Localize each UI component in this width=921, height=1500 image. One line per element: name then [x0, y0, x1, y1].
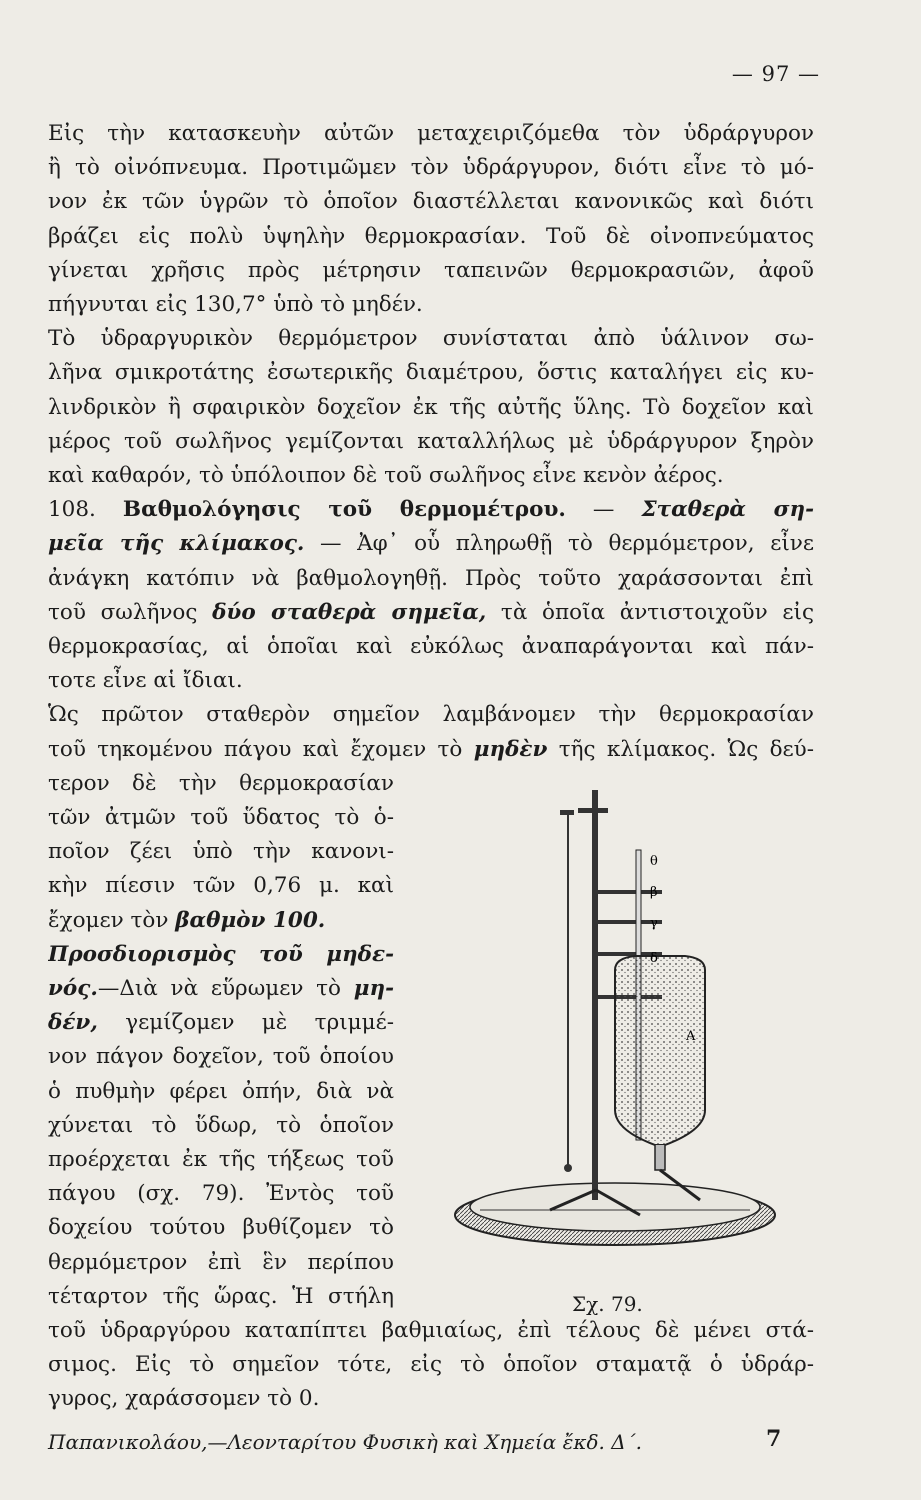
text-line	[48, 664, 814, 698]
text-line	[48, 1280, 394, 1314]
text-segment: τῶν ἀτμῶν τοῦ ὕδατος τὸ ὁ-	[48, 805, 394, 830]
emphasized-text: Σταθερὰ ση-	[641, 497, 814, 523]
text-line	[48, 1211, 394, 1245]
label-beta: β	[650, 885, 658, 900]
text-line	[48, 322, 814, 356]
text-segment: σιμος. Εἰς τὸ σημεῖον τότε, εἰς τὸ ὁποῖον σταματᾷ ὁ ὑδράρ-	[48, 1352, 814, 1378]
text-segment: τοτε εἶνε αἱ ἴδιαι.	[48, 668, 243, 694]
text-line	[48, 698, 814, 732]
text-segment: κὴν πίεσιν τῶν 0,76 μ. καὶ	[48, 873, 394, 899]
page-number: — 97 —	[731, 62, 820, 86]
text-segment: θερμοκρασίας, αἱ ὁποῖαι καὶ εὐκόλως ἀναπαράγονται καὶ πάν-	[48, 634, 814, 659]
emphasized-text: μεῖα τῆς κλίμακος.	[48, 531, 305, 557]
text-line	[48, 493, 814, 527]
text-segment: γεμίζομεν μὲ τριμμέ-	[97, 1010, 394, 1036]
emphasized-text: Προσδιορισμὸς τοῦ μηδε-	[48, 941, 394, 967]
text-line	[48, 1040, 394, 1074]
text-line	[48, 220, 814, 254]
text-segment: —	[565, 497, 642, 523]
text-line	[48, 733, 814, 767]
text-segment: λινδρικὸν ἢ σφαιρικὸν δοχεῖον ἐκ τῆς αὐτῆς ὕλης. Τὸ δοχεῖον καὶ	[48, 394, 814, 420]
text-segment: νον πάγον δοχεῖον, τοῦ ὁποίου	[48, 1044, 394, 1070]
text-segment: προέρχεται ἐκ τῆς τήξεως τοῦ	[48, 1147, 394, 1172]
text-line	[48, 1006, 394, 1040]
text-line	[48, 1246, 394, 1280]
figure-caption: Σχ. 79.	[572, 1292, 643, 1316]
text-segment: Τὸ ὑδραργυρικὸν θερμόμετρον συνίσταται ἀπὸ ὑάλινον σω-	[48, 326, 814, 352]
text-line	[48, 1382, 814, 1416]
text-segment: γυρος, χαράσσομεν τὸ 0.	[48, 1386, 320, 1412]
emphasized-text: νός.	[48, 976, 98, 1001]
text-segment: πάγου (σχ. 79). Ἐντὸς τοῦ	[48, 1181, 394, 1207]
text-line	[48, 630, 814, 664]
text-line	[48, 459, 814, 493]
text-segment: τοῦ τηκομένου πάγου καὶ ἔχομεν τὸ	[48, 736, 474, 762]
text-line	[48, 1348, 814, 1382]
text-segment: — Ἀφ᾿ οὗ πληρωθῇ τὸ θερμόμετρον, εἶνε	[304, 531, 814, 557]
footer-citation: Παπανικολάου,—Λεονταρίτου Φυσικὴ καὶ Χημεία ἔκδ. Δ΄.	[48, 1430, 643, 1454]
text-line	[48, 1177, 394, 1211]
text-segment: τοῦ ὑδραργύρου καταπίπτει βαθμιαίως, ἐπὶ τέλους δὲ μένει στά-	[48, 1318, 814, 1343]
text-line	[48, 288, 814, 322]
text-segment: τοῦ σωλῆνος	[48, 599, 213, 625]
text-segment: βράζει εἰς πολὺ ὑψηλὴν θερμοκρασίαν. Τοῦ δὲ οἰνοπνεύματος	[48, 223, 814, 249]
text-line	[48, 356, 814, 390]
text-segment: ἢ τὸ οἰνόπνευμα. Προτιμῶμεν τὸν ὑδράργυρον, διότι εἶνε τὸ μό-	[48, 155, 814, 181]
text-line	[48, 1314, 814, 1348]
emphasized-text: Βαθμολόγησις τοῦ θερμομέτρου.	[122, 497, 566, 523]
label-theta: θ	[650, 854, 658, 869]
text-line	[48, 904, 394, 938]
emphasized-text: μη-	[353, 976, 394, 1001]
text-line	[48, 391, 814, 425]
text-line	[48, 1109, 394, 1143]
text-segment: ἔχομεν τὸν	[48, 907, 176, 933]
text-segment: ὁ πυθμὴν φέρει ὀπήν, διὰ νὰ	[48, 1078, 394, 1104]
text-line	[48, 767, 394, 801]
label-alpha: Α	[686, 1029, 696, 1044]
text-segment: πήγνυται εἰς 130,7° ὑπὸ τὸ μηδέν.	[48, 292, 423, 317]
text-line	[48, 801, 394, 835]
ice-vessel	[615, 956, 705, 1145]
text-line	[48, 527, 814, 561]
text-line	[48, 254, 814, 288]
text-line	[48, 596, 814, 630]
text-line	[48, 117, 814, 151]
thermometer-apparatus-illustration	[440, 770, 780, 1260]
text-segment: νον ἐκ τῶν ὑγρῶν τὸ ὁποῖον διαστέλλεται κανονικῶς καὶ διότι	[48, 189, 814, 215]
text-line	[48, 869, 394, 903]
text-segment: Ὡς πρῶτον σταθερὸν σημεῖον λαμβάνομεν τὴν θερμοκρασίαν	[48, 702, 814, 728]
text-segment: μέρος τοῦ σωλῆνος γεμίζονται καταλλήλως μὲ ὑδράργυρον ξηρὸν	[48, 428, 814, 454]
text-segment: Εἰς τὴν κατασκευὴν αὐτῶν μεταχειριζόμεθα τὸν ὑδράργυρον	[48, 121, 814, 146]
text-segment: τερον δὲ τὴν θερμοκρασίαν	[48, 770, 394, 796]
text-segment: γίνεται χρῆσις πρὸς μέτρησιν ταπεινῶν θερμοκρασιῶν, ἀφοῦ	[48, 257, 814, 283]
text-line	[48, 1143, 394, 1177]
text-segment: 108.	[48, 497, 123, 523]
emphasized-text: βαθμὸν 100.	[175, 907, 326, 933]
emphasized-text: δέν,	[48, 1010, 98, 1036]
text-line	[48, 562, 814, 596]
text-line	[48, 425, 814, 459]
signature-mark: 7	[766, 1426, 782, 1452]
text-segment: λῆνα σμικροτάτης ἐσωτερικῆς διαμέτρου, ὅστις καταλήγει εἰς κυ-	[48, 360, 814, 386]
text-segment: ἀνάγκη κατόπιν νὰ βαθμολογηθῇ. Πρὸς τοῦτο χαράσσονται ἐπὶ	[48, 565, 814, 591]
text-line	[48, 185, 814, 219]
text-line	[48, 972, 394, 1006]
text-line	[48, 151, 814, 185]
text-line	[48, 835, 394, 869]
text-line	[48, 1075, 394, 1109]
text-segment: θερμόμετρον ἐπὶ ἓν περίπου	[48, 1249, 394, 1275]
text-segment: καὶ καθαρόν, τὸ ὑπόλοιπον δὲ τοῦ σωλῆνος εἶνε κενὸν ἀέρος.	[48, 463, 724, 488]
emphasized-text: μηδὲν	[473, 736, 548, 762]
label-gamma: γ	[650, 916, 658, 931]
text-segment: δοχείου τούτου βυθίζομεν τὸ	[48, 1215, 394, 1241]
text-segment: ποῖον ζέει ὑπὸ τὴν κανονι-	[48, 839, 394, 865]
text-line	[48, 938, 394, 972]
text-segment: —Διὰ νὰ εὕρωμεν τὸ	[97, 976, 354, 1001]
text-segment: χύνεται τὸ ὕδωρ, τὸ ὁποῖον	[48, 1112, 394, 1138]
text-segment: τῆς κλίμακος. Ὡς δεύ-	[547, 736, 814, 762]
text-segment: τέταρτον τῆς ὥρας. Ἡ στήλη	[48, 1283, 394, 1309]
label-delta: δ	[650, 951, 658, 966]
emphasized-text: δύο σταθερὰ σημεῖα,	[212, 599, 487, 625]
text-segment: τὰ ὁποῖα ἀντιστοιχοῦν εἰς	[486, 599, 814, 625]
